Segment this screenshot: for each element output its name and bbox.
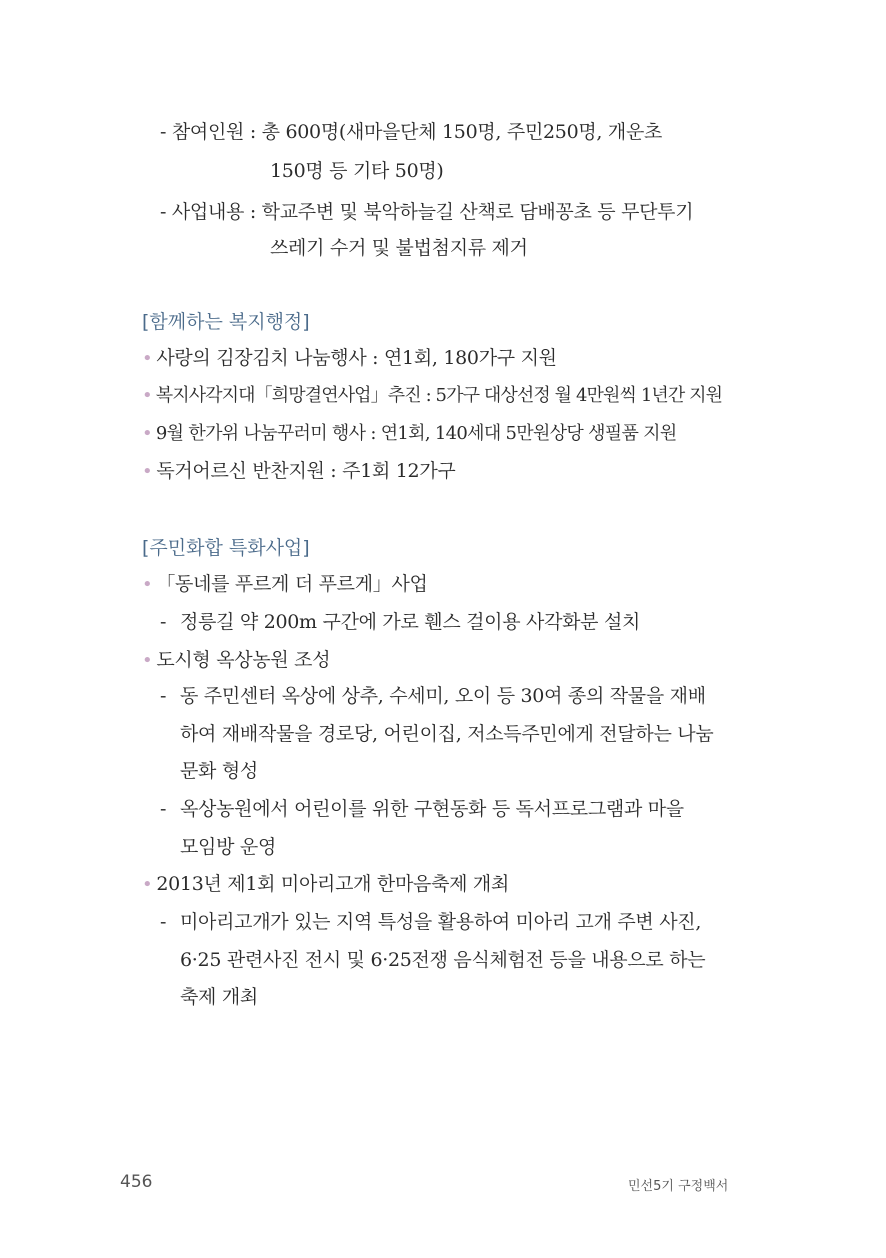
content-continuation: 쓰레기 수거 및 불법첨지류 제거 xyxy=(270,237,528,259)
participants-text: 총 600명(새마을단체 150명, 주민250명, 개운초 xyxy=(261,121,663,143)
community-subitem-continuation: 하여 재배작물을 경로당, 어린이집, 저소득주민에게 전달하는 나눔 xyxy=(180,723,714,745)
participants-row xyxy=(160,120,662,144)
community-item-text: 2013년 제1회 미아리고개 한마음축제 개최 xyxy=(156,873,510,895)
community-subitem xyxy=(160,797,684,821)
community-subitem-text: 동 주민센터 옥상에 상추, 수세미, 오이 등 30여 종의 작물을 재배 xyxy=(180,685,706,707)
community-subitem xyxy=(160,684,706,708)
community-subitem-text: 정릉길 약 200m 구간에 가로 휀스 걸이용 사각화분 설치 xyxy=(180,611,641,633)
community-subitem-continuation: 문화 형성 xyxy=(180,760,258,782)
book-title: 민선5기 구정백서 xyxy=(628,1179,729,1194)
bullet-icon: • xyxy=(142,650,153,671)
welfare-item xyxy=(142,459,455,484)
bullet-icon: • xyxy=(142,874,153,895)
bullet-icon: • xyxy=(142,385,152,406)
welfare-item-text: 9월 한가위 나눔꾸러미 행사 : 연1회, 140세대 5만원상당 생필품 지원 xyxy=(155,423,677,444)
dash-marker: - xyxy=(160,798,167,820)
community-subitem-text: 미아리고개가 있는 지역 특성을 활용하여 미아리 고개 주변 사진, xyxy=(180,911,702,933)
bullet-icon: • xyxy=(142,348,153,369)
welfare-heading: [함께하는 복지행정] xyxy=(142,311,310,333)
community-subitem xyxy=(160,910,701,934)
dash-marker: - xyxy=(160,611,167,633)
community-item xyxy=(142,872,509,897)
bullet-icon: • xyxy=(142,423,152,444)
content-row xyxy=(160,200,693,224)
page-number: 456 xyxy=(120,1172,153,1192)
community-heading: [주민화합 특화사업] xyxy=(142,537,310,559)
dash-marker: - xyxy=(160,685,167,707)
community-subitem-continuation: 축제 개최 xyxy=(180,986,258,1008)
community-subitem-text: 옥상농원에서 어린이를 위한 구현동화 등 독서프로그램과 마을 xyxy=(180,798,684,820)
welfare-item-text: 사랑의 김장김치 나눔행사 : 연1회, 180가구 지원 xyxy=(156,347,557,369)
welfare-item xyxy=(142,384,722,408)
bullet-icon: • xyxy=(142,574,153,595)
community-item xyxy=(142,648,330,673)
welfare-item xyxy=(142,346,557,371)
welfare-item-text: 복지사각지대「희망결연사업」추진 : 5가구 대상선정 월 4만원씩 1년간 지원 xyxy=(155,385,723,406)
community-subitem-continuation: 6·25 관련사진 전시 및 6·25전쟁 음식체험전 등을 내용으로 하는 xyxy=(180,949,706,971)
content-text: 학교주변 및 북악하늘길 산책로 담배꽁초 등 무단투기 xyxy=(261,201,694,223)
bullet-icon: • xyxy=(142,461,153,482)
community-item-text: 「동네를 푸르게 더 푸르게」사업 xyxy=(156,573,428,595)
welfare-item xyxy=(142,422,677,446)
community-item xyxy=(142,572,428,597)
content-label: - 사업내용 : xyxy=(160,201,262,223)
dash-marker: - xyxy=(160,911,167,933)
participants-label: - 참여인원 : xyxy=(160,121,262,143)
community-subitem-continuation: 모임방 운영 xyxy=(180,836,277,858)
community-subitem xyxy=(160,610,640,634)
participants-continuation: 150명 등 기타 50명) xyxy=(270,160,444,182)
welfare-item-text: 독거어르신 반찬지원 : 주1회 12가구 xyxy=(156,460,456,482)
community-item-text: 도시형 옥상농원 조성 xyxy=(156,649,331,671)
